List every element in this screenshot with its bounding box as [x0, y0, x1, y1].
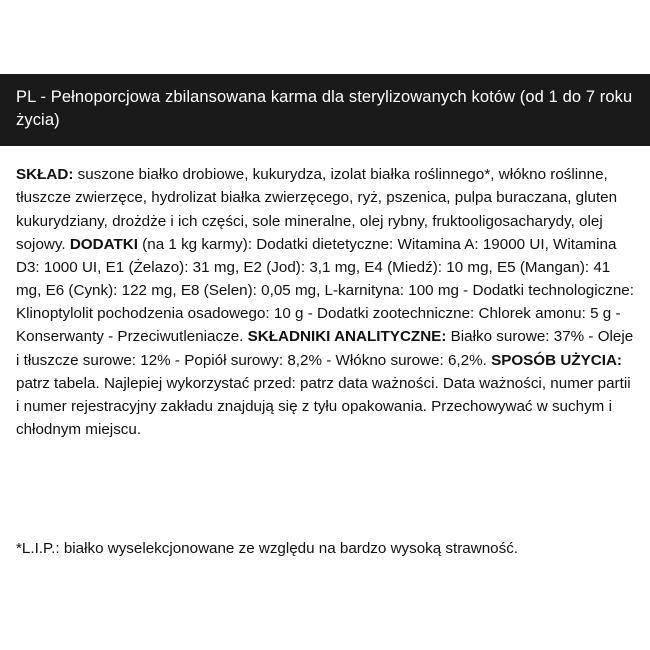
- ingredients-paragraph: [16, 163, 634, 441]
- language-header-band: [0, 74, 650, 146]
- header-description: Pełnoporcjowa zbilansowana karma dla sterylizowanych kotów (od 1 do 7 roku życia): [16, 88, 633, 129]
- usage-heading: SPOSÓB UŻYCIA:: [491, 351, 622, 369]
- label-body: [0, 138, 650, 456]
- additives-text: (na 1 kg karmy): Dodatki dietetyczne: Witamina A: 19000 UI, Witamina D3: 1000 UI, E1 (Żelazo): 31 mg, E2 (Jod): 3,1 mg, E4 (Miedź): 10 mg, E5 (Mangan): 41 mg, E6 (Cynk): 122 mg, E8 (Selen): 0,05 mg, L-karnityna: 100 mg - Dodatki technologiczne: Klinoptylolit pochodzenia osadowego: 10 g - Dodatki zootechniczne: Chlorek amonu: 5 g - Konserwanty - Przeciwutleniacze.: [16, 235, 634, 346]
- analytical-text: Białko surowe: 37% - Oleje i tłuszcze surowe: 12% - Popiół surowy: 8,2% - Włókno surowe: 6,2%.: [16, 328, 634, 369]
- language-code: PL: [16, 88, 36, 106]
- composition-heading: SKŁAD:: [16, 166, 74, 184]
- header-text: [16, 86, 634, 132]
- additives-heading: DODATKI: [69, 235, 138, 253]
- analytical-heading: SKŁADNIKI ANALITYCZNE:: [247, 328, 447, 346]
- footnote: *L.I.P.: białko wyselekcjonowane ze względu na bardzo wysoką strawność.: [16, 540, 519, 557]
- header-separator: -: [35, 88, 51, 106]
- usage-text: patrz tabela. Najlepiej wykorzystać przed: patrz data ważności. Data ważności, numer partii i numer rejestracyjny zakładu znajdują się z tyłu opakowania. Przechowywać w suchym i chłodnym miejscu.: [16, 374, 631, 439]
- composition-text: suszone białko drobiowe, kukurydza, izolat białka roślinnego*, włókno roślinne, tłuszcze zwierzęce, hydrolizat białka zwierzęcego, ryż, pszenica, pulpa buraczana, gluten kukurydziany, drożdże i ich części, sole mineralne, olej rybny, fruktooligosacharydy, olej sojowy.: [16, 166, 618, 253]
